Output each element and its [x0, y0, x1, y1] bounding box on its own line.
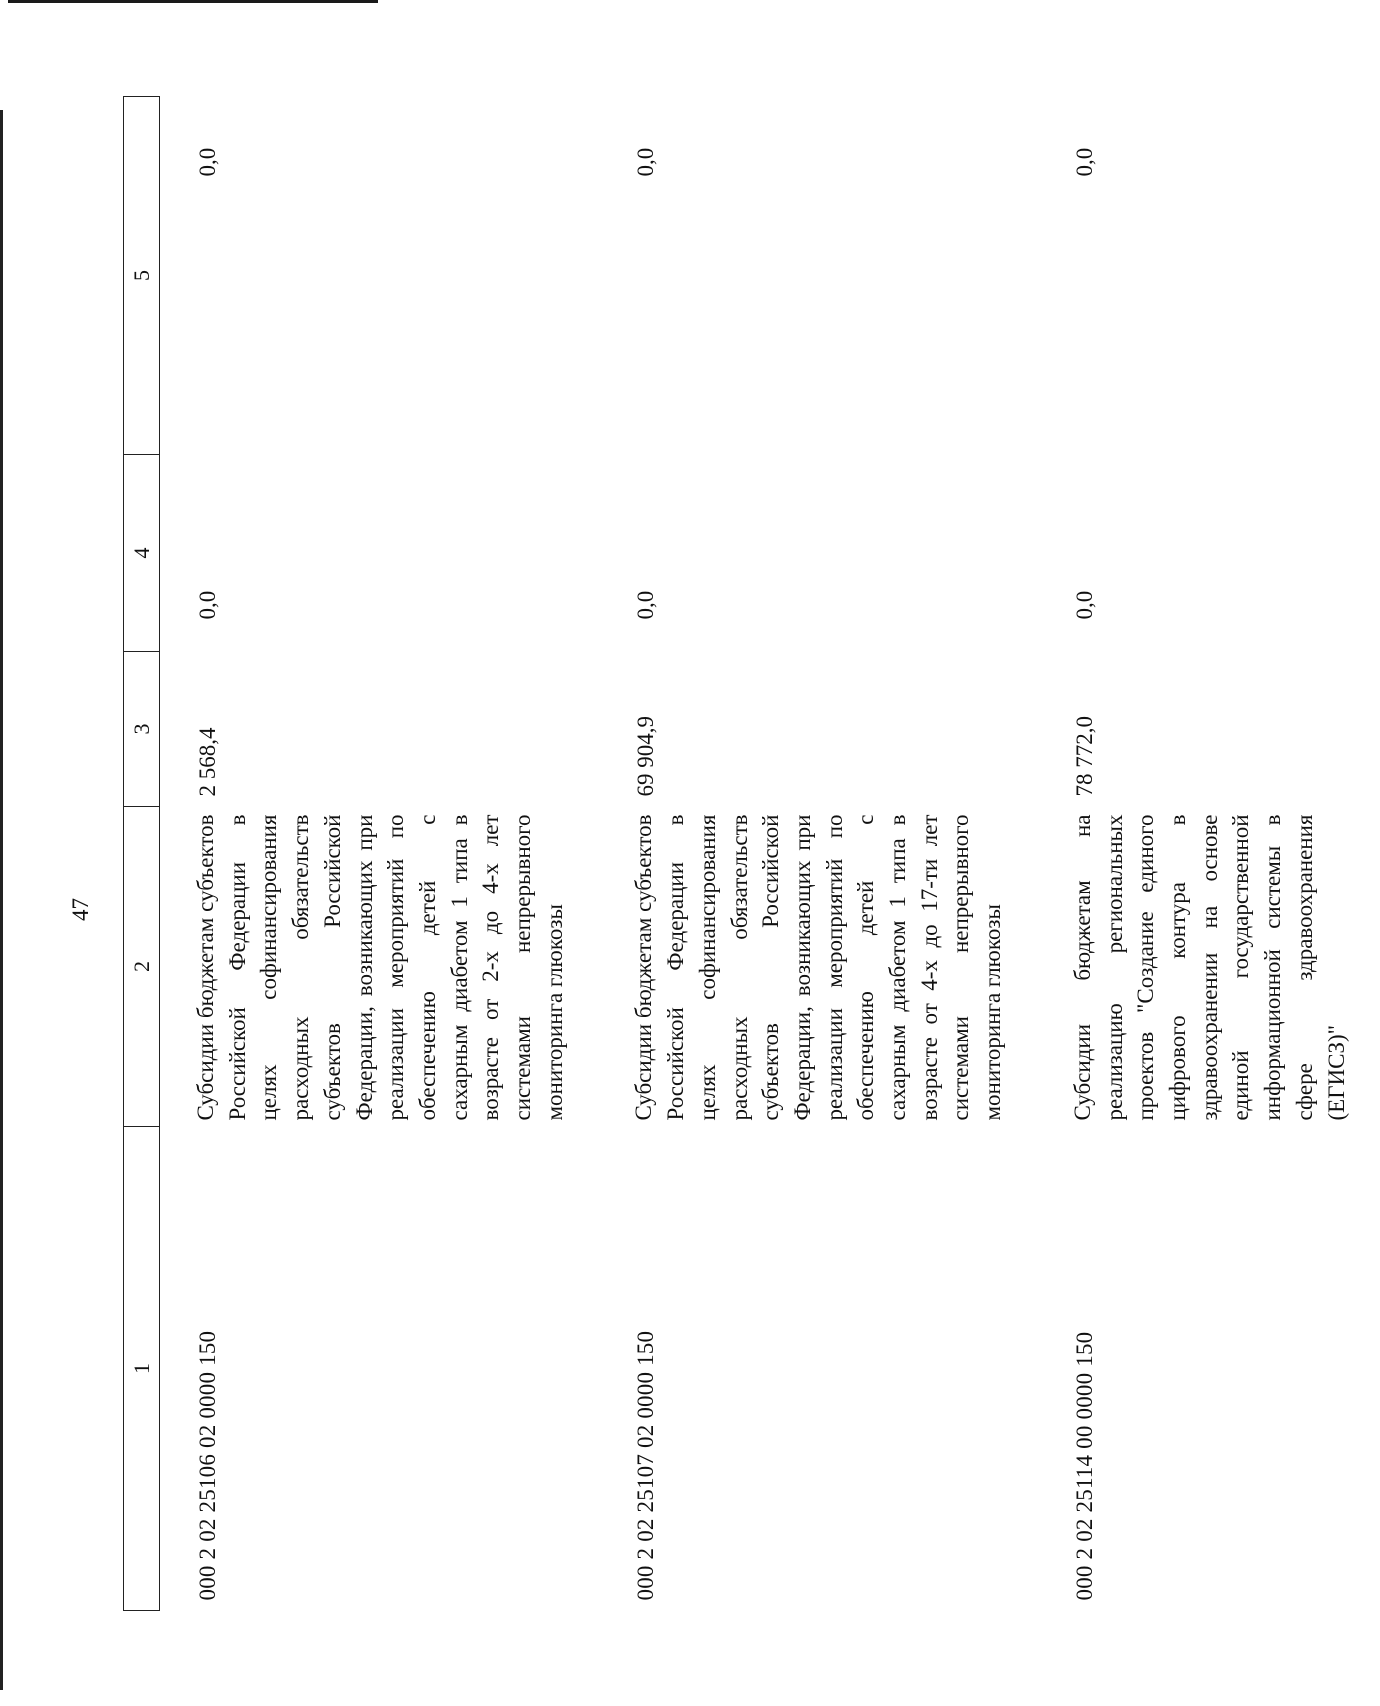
budget-table	[123, 96, 1380, 1611]
amount-col-3: 78 772,0	[1071, 716, 1097, 797]
amount-col-5: 0,0	[1071, 147, 1097, 177]
header-row	[124, 97, 160, 1611]
amount-col-5: 0,0	[633, 147, 659, 177]
income-name: Субсидии бюджетам субъектов Российской Федерации в целях софинансирования расходных обязательств субъектов Российской Федерации, возникающих при реализации мероприятий по обеспечению детей с сахарным диабетом 1 типа в возрасте от 4-х до 17-ти лет системами непрерывного мониторинга глюкозы	[631, 814, 1006, 1121]
page-number: 47	[68, 898, 93, 921]
table-row	[1037, 97, 1380, 1611]
amount-col-4: 0,0	[633, 590, 659, 620]
amount-col-5: 0,0	[195, 147, 220, 177]
budget-code: 000 2 02 25114 00 0000 150	[1071, 1331, 1097, 1601]
income-name: Субсидии бюджетам субъектов Российской Федерации в целях софинансирования расходных обязательств субъектов Российской Федерации, возникающих при реализации мероприятий по обеспечению детей с сахарным диабетом 1 типа в возрасте от 2-х до 4-х лет системами непрерывного мониторинга глюкозы	[193, 814, 567, 1121]
amount-col-4: 0,0	[1071, 590, 1097, 620]
amount-col-3: 2 568,4	[195, 727, 220, 797]
table-row	[160, 97, 599, 1611]
table-row	[598, 97, 1036, 1611]
budget-code: 000 2 02 25107 02 0000 150	[633, 1330, 659, 1601]
amount-col-4: 0,0	[195, 590, 220, 620]
header-col-2: 2	[124, 807, 160, 1127]
amount-col-3: 69 904,9	[633, 716, 659, 797]
header-col-5: 5	[124, 97, 160, 455]
budget-code: 000 2 02 25106 02 0000 150	[195, 1330, 220, 1601]
header-col-3: 3	[124, 652, 160, 807]
income-name: Субсидии бюджетам на реализацию региональных проектов "Создание единого цифрового контура в здравоохранении на основе единой государственной информационной системы в сфере здравоохранения (ЕГИСЗ)"	[1069, 814, 1349, 1121]
header-col-1: 1	[124, 1127, 160, 1611]
header-col-4: 4	[124, 455, 160, 652]
